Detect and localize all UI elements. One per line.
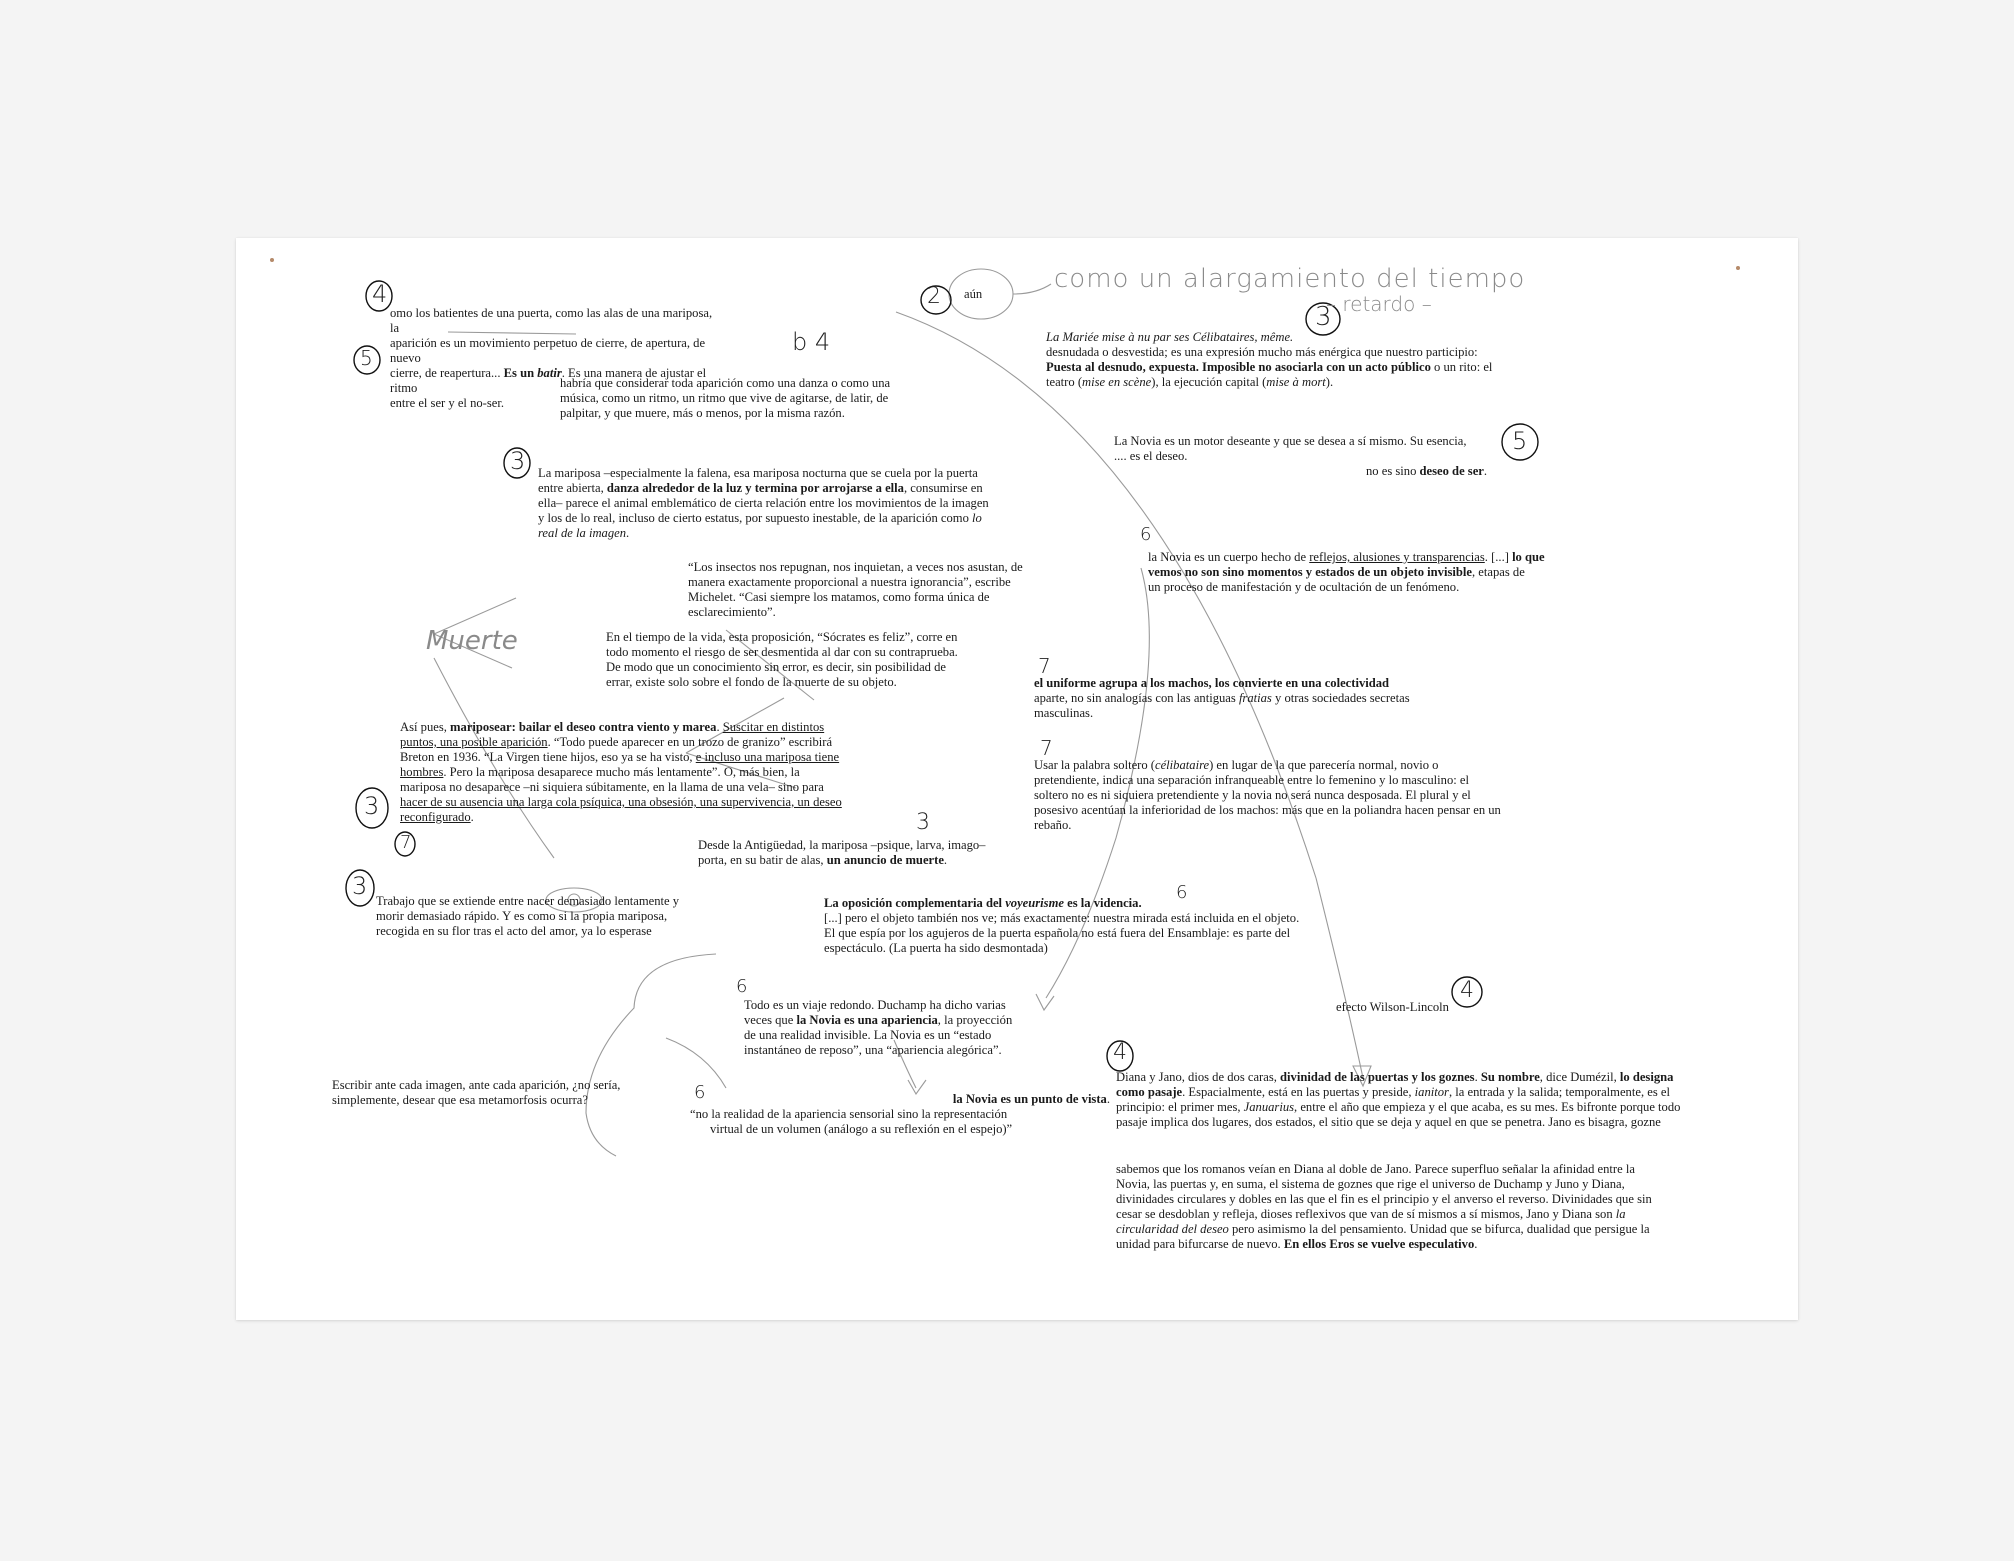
text-block-15: La oposición complementaria del voyeurisme es la videncia. [...] pero el objeto también nos ve; más exactamente: nuestra mirada está incluida en el objeto. El que espía por los agujeros de la puerta española no está fuera del Ensamblaje: es parte del espectáculo. (La puerta ha sido desmontada) <box>824 896 1300 955</box>
muerte-label: Muerte <box>426 626 518 656</box>
text-block-8: Trabajo que se extiende entre nacer demasiado lentamente y morir demasiado rápido. Y es como si la propia mariposa, recogida en su flor tras el acto del amor, ya lo esperase <box>376 894 680 938</box>
text-block-13: el uniforme agrupa a los machos, los convierte en una colectividad aparte, no sin analogías con las antiguas fratias y otras sociedades secretas masculinas. <box>1034 676 1410 720</box>
text-block-12: la Novia es un cuerpo hecho de reflejos, alusiones y transparencias. [...] lo que vemos no son sino momentos y estados de un objeto invisible, etapas de un proceso de manifestación y de ocultación de un fenómeno. <box>1148 550 1545 594</box>
text-block-14: Usar la palabra soltero (célibataire) en lugar de la que parecería normal, novio o pretendiente, indica una separación infranqueable entre lo femenino y lo masculino: el soltero no es ni siquiera pretendiente y la novia no será nunca desposada. El plural y el posesivo acentúan la inferioridad de los machos: más que en la poliandra hacen pensar en un rebaño. <box>1034 758 1501 832</box>
hand-number: 3 <box>916 810 930 835</box>
hand-number: 7 <box>1040 736 1053 760</box>
hand-number: 4 <box>1460 978 1474 1003</box>
paper-sheet <box>236 238 1798 1320</box>
hand-number: 3 <box>510 447 526 475</box>
hand-number: 7 <box>400 832 412 853</box>
hand-number: b 4 <box>792 328 831 356</box>
text-block-20: sabemos que los romanos veían en Diana al doble de Jano. Parece superfluo señalar la afinidad entre la Novia, las puertas y, en suma, el sistema de goznes que rige el universo de Duchamp y Juno y Diana, divinidades circulares y dobles en las que el fin es el principio y el anverso el reverso. Divinidades que sin cesar se desdoblan y refleja, dioses reflexivos que van de sí mismos a sí mismos, Jano y Diana son la circularidad del deseo pero asimismo la del pensamiento. Unidad que se bifurca, dualidad que persigue la unidad para bifurcarse de nuevo. En ellos Eros se vuelve especulativo. <box>1116 1162 1652 1251</box>
text-block-2: habría que considerar toda aparición como una danza o como una música, como un ritmo, un ritmo que vive de agitarse, de latir, de palpitar, y que muere, más o menos, por la misma razón. <box>560 376 891 420</box>
text-block-6: Así pues, mariposear: bailar el deseo contra viento y marea. Suscitar en distintos puntos, una posible aparición. “Todo puede aparecer en un trozo de granizo” escribirá Breton en 1936. “La Virgen tiene hijos, eso ya se ha visto, e incluso una mariposa tiene hombres. Pero la mariposa desaparece mucho más lentamente”. O, más bien, la mariposa no desaparece –ni siquiera súbitamente, en la llama de una vela– sino para hacer de su ausencia una larga cola psíquica, una obsesión, una supervivencia, un deseo reconfigurado. <box>400 720 842 824</box>
hand-number: 6 <box>736 976 748 997</box>
text-block-7: Desde la Antigüedad, la mariposa –psique, larva, imago– porta, en su batir de alas, un anuncio de muerte. <box>698 838 986 867</box>
text-block-17: la Novia es un punto de vista. <box>952 1092 1110 1106</box>
text-block-17b: “no la realidad de la apariencia sensorial sino la representación virtual de un volumen (análogo a su reflexión en el espejo)” <box>690 1107 1013 1136</box>
hand-number: 4 <box>372 280 388 308</box>
text-block-4: “Los insectos nos repugnan, nos inquietan, a veces nos asustan, de manera exactamente proporcional a nuestra ignorancia”, escribe Michelet. “Casi siempre los matamos, como forma única de esclarecimiento”. <box>688 560 1023 619</box>
hand-number: 2 <box>927 284 941 309</box>
text-block-18: efecto Wilson-Lincoln <box>1336 1000 1449 1014</box>
hand-number: 5 <box>360 346 373 370</box>
text-block-9: Escribir ante cada imagen, ante cada aparición, ¿no sería, simplemente, desear que esa metamorfosis ocurra? <box>332 1078 621 1107</box>
pencil-line-aun <box>1013 284 1051 294</box>
text-block-19: Diana y Jano, dios de dos caras, divinidad de las puertas y los goznes. Su nombre, dice Dumézil, lo designa como pasaje. Espacialmente, está en las puertas y preside, ianitor, la entrada y la salida; temporalmente, es el principio: el primer mes, Januarius, entre el año que empieza y el que acaba, es su mes. Es bifronte porque todo pasaje implica dos lugares, dos estados, el sitio que se deja y aquel en que se penetra. Jano es bisagra, gozne <box>1116 1070 1681 1129</box>
hand-number: 6 <box>1176 882 1188 903</box>
pencil-loop-2 <box>666 1038 726 1088</box>
text-block-5: En el tiempo de la vida, esta proposición, “Sócrates es feliz”, corre en todo momento el riesgo de ser desmentida al dar con su contraprueba. De modo que un conocimiento sin error, es decir, sin posibilidad de errar, existe solo sobre el fondo de la muerte de su objeto. <box>606 630 958 689</box>
hand-number: 3 <box>352 872 368 900</box>
text-block-11b: no es sino deseo de ser. <box>1366 464 1488 478</box>
marginal-note-sub: – retardo – <box>1326 292 1432 316</box>
hand-number: 6 <box>694 1082 706 1103</box>
hand-number: 3 <box>1315 302 1332 332</box>
hand-number: 6 <box>1140 524 1152 545</box>
text-block-11: La Novia es un motor deseante y que se desea a sí mismo. Su esencia, .... es el deseo. <box>1114 434 1467 463</box>
hand-number: 3 <box>364 792 380 820</box>
word-aun: aún <box>964 287 983 301</box>
hand-number: 5 <box>1512 427 1528 455</box>
hand-number: 7 <box>1038 654 1051 678</box>
marginal-note: como un alargamiento del tiempo <box>1054 264 1526 294</box>
text-block-16: Todo es un viaje redondo. Duchamp ha dicho varias veces que la Novia es una apariencia, la proyección de una realidad invisible. La Novia es un “estado instantáneo de reposo”, una “apariencia alegórica”. <box>744 998 1013 1057</box>
text-block-1: omo los batientes de una puerta, como las alas de una mariposa, la aparición es un movimiento perpetuo de cierre, de apertura, de nuevo cierre, de reapertura... Es un batir. Es una manera de ajustar el ritmo entre el ser y el no-ser. <box>390 306 713 410</box>
hand-number: 4 <box>1113 1040 1127 1065</box>
text-block-10: La Mariée mise à nu par ses Célibataires, même. desnudada o desvestida; es una expresión mucho más enérgica que nuestro participio: Puesta al desnudo, expuesta. Imposible no asociarla con un acto público o un rito: el teatro (mise en scène), la ejecución capital (mise à mort). <box>1046 330 1493 389</box>
text-block-3: La mariposa –especialmente la falena, esa mariposa nocturna que se cuela por la puerta entre abierta, danza alrededor de la luz y termina por arrojarse a ella, consumirse en ella– parece el animal emblemático de cierta relación entre los movimientos de la imagen y los de lo real, incluso de cierto estatus, por supuesto inestable, de la aparición como lo real de la imagen. <box>538 466 989 540</box>
